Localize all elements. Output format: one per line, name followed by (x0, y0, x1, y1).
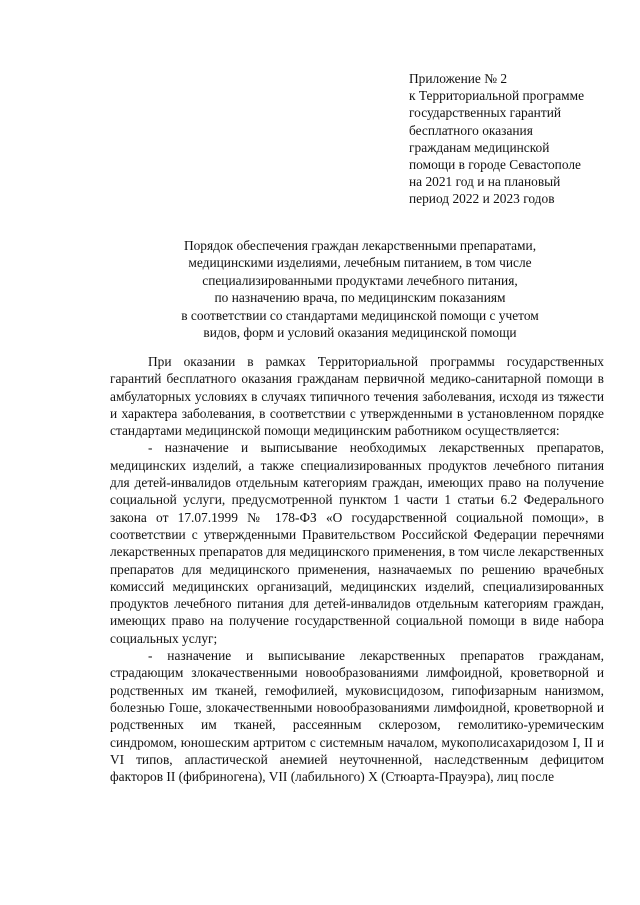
annex-line: Приложение № 2 (409, 71, 508, 86)
list-item-prescription-rare-diseases: - назначение и выписывание лекарственных препаратов гражданам, страдающим злокачественными новообразованиями лимфоидной, кроветворной и родственных им тканей, гемофилией, муковисцидозом, гипофизарным нанизмом, болезнью Гоше, злокачественными новообразованиями лимфоидной, кроветворной и родственных им тканей, рассеянным склерозом, гемолитико-уремическим синдромом, юношеским артритом с системным началом, мукополисахаридозом I, II и VI типов, апластической анемией неуточненной, наследственным дефицитом факторов II (фибриногена), VII (лабильного) X (Стюарта-Прауэра), лиц после (110, 648, 604, 785)
document-title (100, 237, 620, 341)
annex-line: к Территориальной программе (409, 88, 585, 104)
annex-line: на 2021 год и на плановый (409, 174, 561, 190)
title-line: в соответствии со стандартами медицинской помощи с учетом (181, 307, 539, 323)
document-body (110, 353, 604, 785)
annex-header (409, 70, 629, 208)
annex-line: гражданам медицинской (409, 139, 550, 155)
list-item-prescription-benefits: - назначение и выписывание необходимых лекарственных препаратов, медицинских изделий, а также специализированных продуктов лечебного питания для детей-инвалидов отдельным категориям граждан, имеющих право на получение социальной услуги, предусмотренной пунктом 1 части 1 статьи 6.2 Федерального закона от 17.07.1999 № 178-ФЗ «О государственной социальной помощи», в соответствии с утвержденными Правительством Российской Федерации перечнями лекарственных препаратов для медицинского применения, в том числе лекарственных препаратов для медицинского применения, назначаемых по решению врачебных комиссий медицинских организаций, медицинских изделий, специализированных продуктов лечебного питания для детей-инвалидов отдельным категориям граждан, имеющих право на получение государственной социальной помощи в виде набора социальных услуг; (110, 440, 604, 646)
intro-paragraph: При оказании в рамках Территориальной программы государственных гарантий бесплатного оказания гражданам первичной медико-санитарной помощи в амбулаторных условиях в случаях типичного течения заболевания, исходя из тяжести и характера заболевания, в соответствии с утвержденными в установленном порядке стандартами медицинской помощи медицинским работником осуществляется: (110, 354, 604, 439)
annex-line: государственных гарантий (409, 105, 562, 121)
annex-line: помощи в городе Севастополе (409, 157, 581, 173)
title-line: по назначению врача, по медицинским показаниям (214, 290, 506, 306)
annex-line: бесплатного оказания (409, 122, 533, 138)
title-line: медицинскими изделиями, лечебным питанием, в том числе (188, 255, 532, 271)
title-line: видов, форм и условий оказания медицинской помощи (203, 325, 517, 341)
title-line: Порядок обеспечения граждан лекарственными препаратами, (183, 238, 537, 253)
annex-line: период 2022 и 2023 годов (409, 191, 555, 207)
title-line: специализированными продуктами лечебного питания, (202, 272, 518, 288)
